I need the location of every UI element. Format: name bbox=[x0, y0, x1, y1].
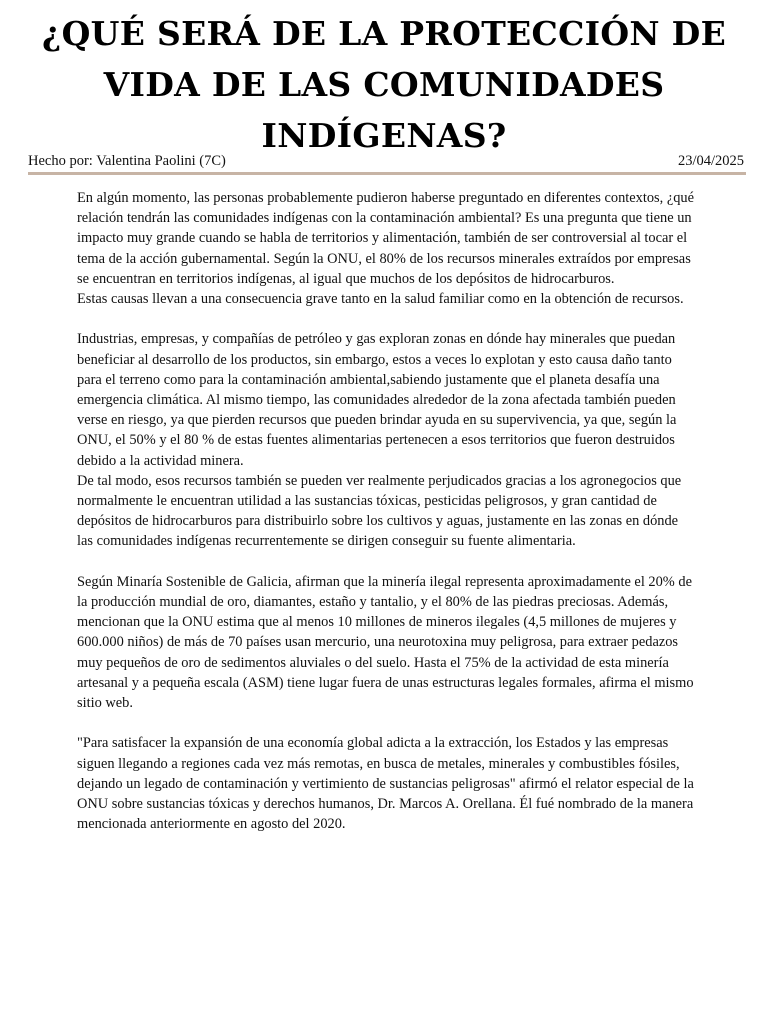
paragraph-illegal-mining: Según Minaría Sostenible de Galicia, afirman que la minería ilegal representa aproximadamente el 20% de la producción mundial de oro, diamantes, estaño y tantalio, y el 80% de las piedras preciosas. Además, mencionan que la ONU estima que al menos 10 millones de mineros ilegales (4,5 millones de mujeres y 600.000 niños) de más de 70 países usan mercurio, una neurotoxina muy peligrosa, para extraer pedazos muy pequeños de oro de sedimentos aluviales o del suelo. Hasta el 75% de la actividad de esta minería artesanal y a pequeña escala (ASM) tiene lugar fuera de unas estructuras legales formales, afirma el mismo sitio web. bbox=[77, 573, 694, 712]
paragraph-intro: En algún momento, las personas probablemente pudieron haberse preguntado en diferentes contextos, ¿qué relación tendrán las comunidades indígenas con la contaminación ambiental? Es una pregunta que tiene un impacto muy grande cuando se habla de territorios y alimentación, también de ser controversial al tocar el tema de la acción gubernamental. Según la ONU, el 80% de los recursos minerales extraídos por empresas se encuentran en territorios indígenas, al igual que muchos de los depósitos de hidrocarburos. bbox=[77, 190, 694, 287]
header-divider bbox=[28, 172, 746, 175]
article-body bbox=[77, 188, 697, 834]
paragraph-quote: "Para satisfacer la expansión de una economía global adicta a la extracción, los Estados y las empresas siguen llegando a regiones cada vez más remotas, en busca de metales, minerales y combustibles fósiles, dejando un legado de contaminación y vertimiento de sustancias peligrosas" afirmó el relator especial de la ONU sobre sustancias tóxicas y derechos humanos, Dr. Marcos A. Orellana. Él fué nombrado de la manera mencionada anteriormente en agosto del 2020. bbox=[77, 735, 694, 833]
paragraph-consequence: Estas causas llevan a una consecuencia grave tanto en la salud familiar como en la obtención de recursos. bbox=[77, 291, 684, 308]
publication-date: 23/04/2025 bbox=[677, 153, 744, 169]
page-title: ¿QUÉ SERÁ DE LA PROTECCIÓN DE VIDA DE LAS COMUNIDADES INDÍGENAS? bbox=[41, 14, 727, 155]
paragraph-industries: Industrias, empresas, y compañías de petróleo y gas exploran zonas en dónde hay minerales que puedan beneficiar al desarrollo de los productos, sin embargo, estos a veces lo explotan y esto causa daño tanto para el terreno como para la contaminación ambiental,sabiendo justamente que el planeta desafía una emergencia climática. Al mismo tiempo, las comunidades alrededor de la zona afectada también pueden verse en riesgo, ya que pierden recursos que pueden brindar ayuda en su supervivencia, ya que, según la ONU, el 50% y el 80 % de estas fuentes alimentarias pertenecen a esos territorios que fueron destruidos debido a la actividad minera. bbox=[77, 331, 677, 469]
author-byline: Hecho por: Valentina Paolini (7C) bbox=[28, 153, 226, 169]
paragraph-agribusiness: De tal modo, esos recursos también se pueden ver realmente perjudicados gracias a los agronegocios que normalmente le encuentran utilidad a las sustancias tóxicas, pesticidas peligrosos, y gran cantidad de depósitos de hidrocarburos para distribuirlo sobre los cultivos y aguas, justamente en las zonas en dónde las comunidades indígenas recurrentemente se dirigen conseguir su fuente alimentaria. bbox=[77, 472, 682, 550]
